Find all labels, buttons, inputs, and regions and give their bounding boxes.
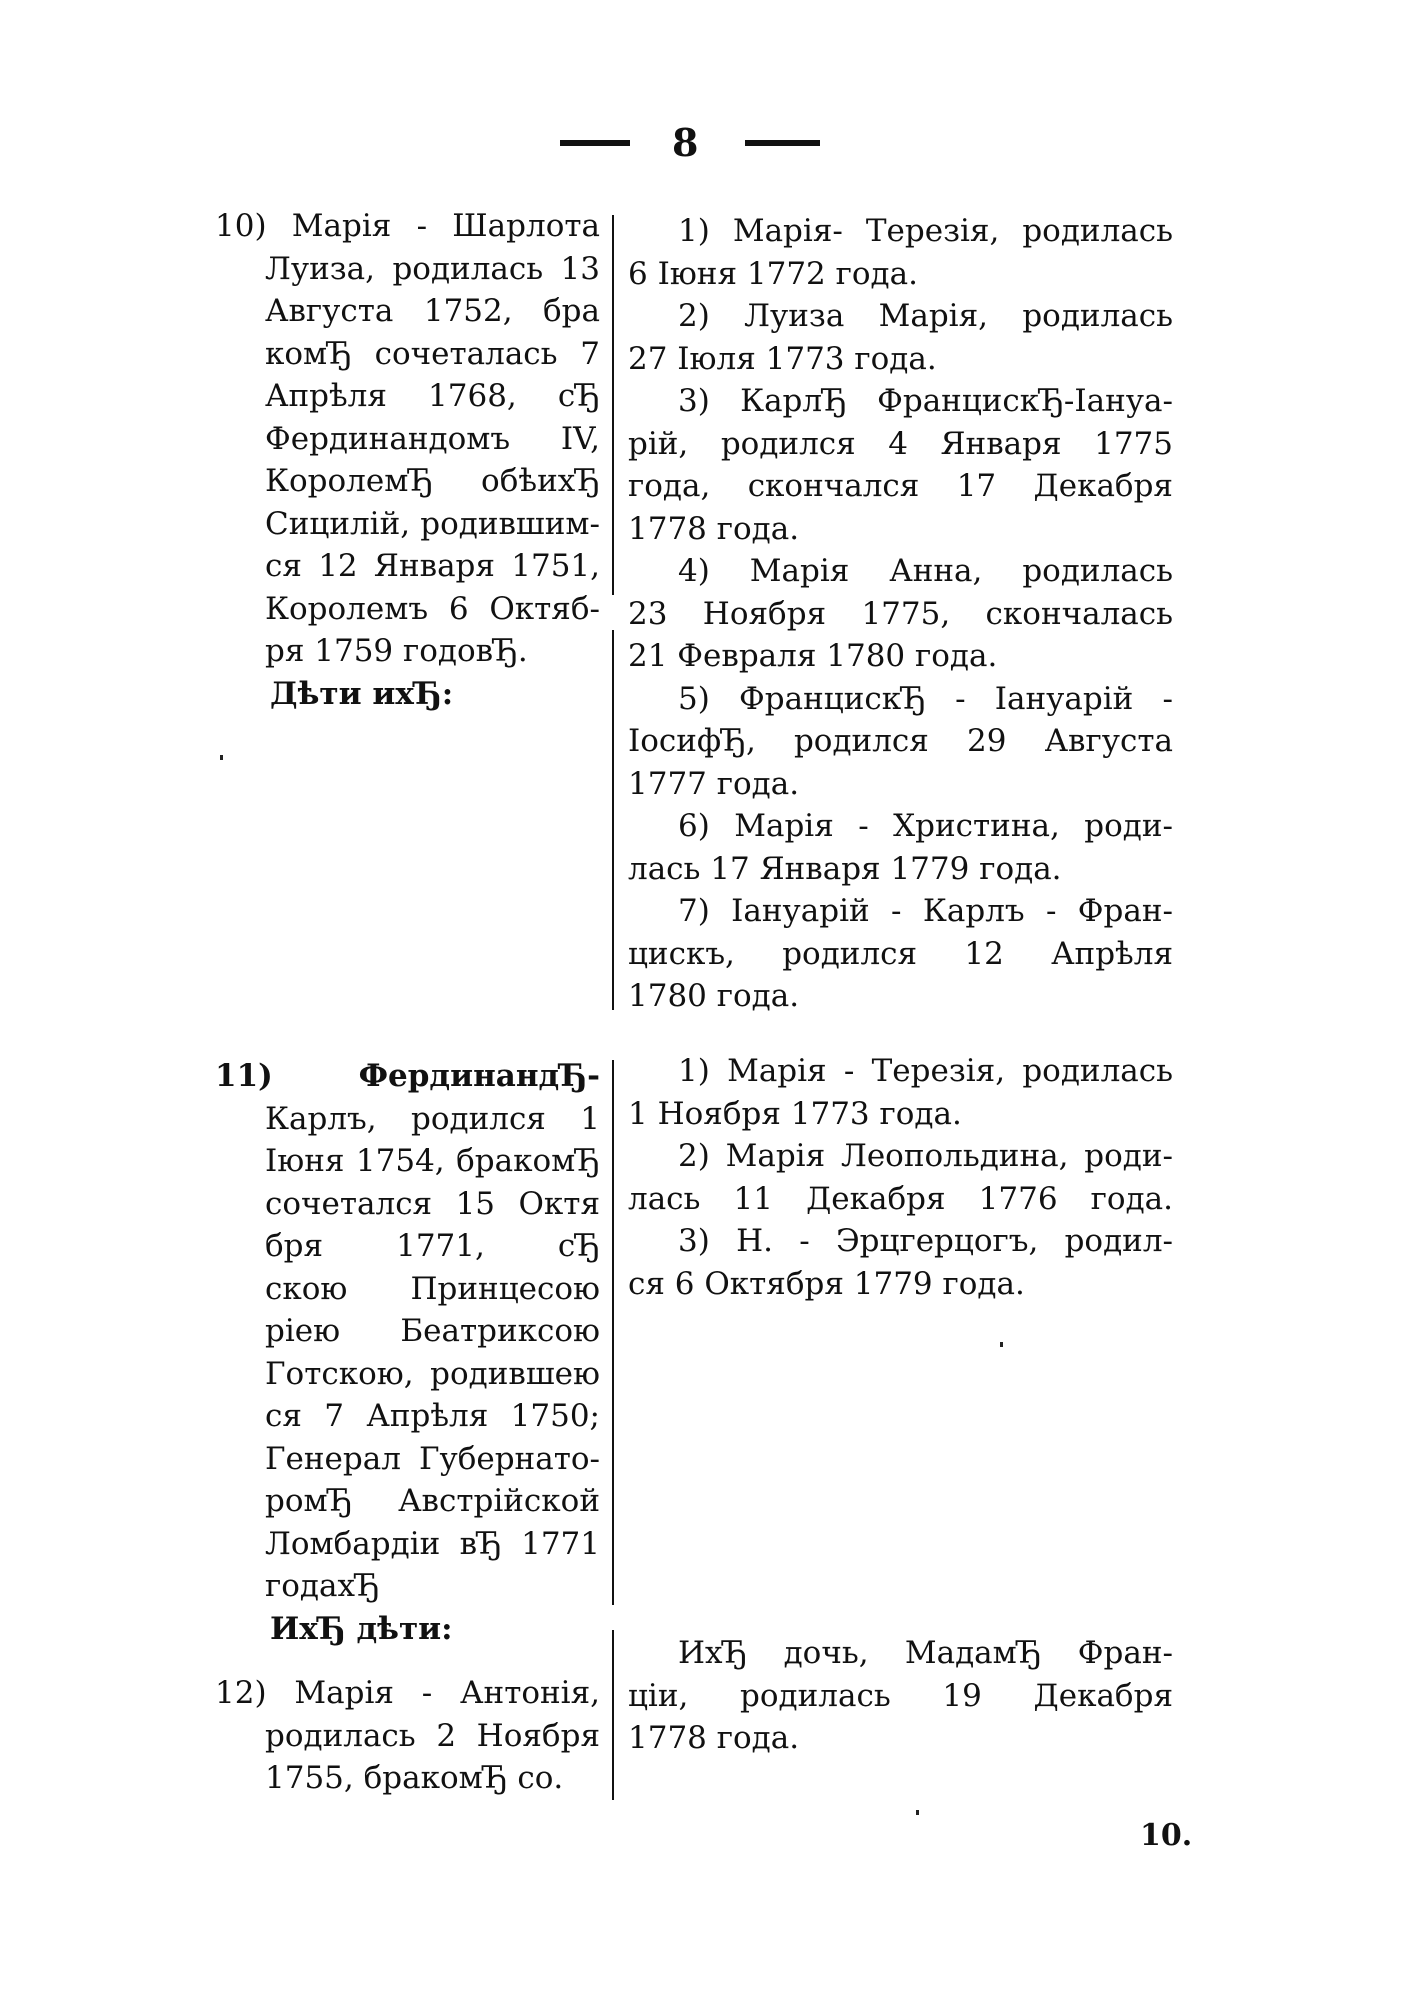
child-line: 2) Марія Леопольдина, роди- <box>678 1138 1173 1174</box>
child-line: 5) ФранцискЂ - Іануарій - <box>678 680 1173 717</box>
entry-line: годахЂ <box>265 1568 380 1604</box>
child-line: рій, родился 4 Января 1775 <box>628 425 1173 462</box>
children-of-10 <box>628 210 1173 1018</box>
children-heading: ИхЂ дѣти: <box>270 1610 453 1647</box>
child-line: 21 Февраля 1780 года. <box>628 638 998 674</box>
child-line: цискъ, родился 12 Апрѣля <box>628 935 1173 972</box>
ink-speck <box>220 755 223 760</box>
column-divider <box>612 1630 614 1800</box>
child-line: 1) Марія- Терезія, родилась <box>678 213 1173 249</box>
child-line: 3) КарлЂ ФранцискЂ-Іануа- <box>678 383 1173 419</box>
entry-line: ромЂ Австрійской <box>265 1483 600 1519</box>
entry-line: ріею Беатриксою <box>265 1313 600 1349</box>
entry-line: ря 1759 годовЂ. <box>265 633 528 669</box>
page-number: 8 <box>672 120 699 165</box>
entry-line: ся 7 Апрѣля 1750; <box>265 1398 600 1434</box>
entry-line: Августа 1752, бра <box>265 293 600 329</box>
child-line: 6) Марія - Христина, роди- <box>678 808 1173 844</box>
entry-line: Луиза, родилась 13 <box>265 250 600 287</box>
child-line: ИхЂ дочь, МадамЂ Фран- <box>678 1635 1173 1671</box>
children-of-11 <box>628 1050 1173 1305</box>
child-line: года, скончался 17 Декабря <box>628 468 1173 504</box>
entry-line: 1755, бракомЂ со. <box>265 1760 564 1796</box>
entry-line: 11) ФердинандЂ- <box>215 1058 600 1094</box>
entry-10 <box>215 205 600 715</box>
entry-line: комЂ сочеталась 7 <box>265 335 600 372</box>
entry-line: Готскою, родившею <box>265 1355 600 1392</box>
header-rule-right <box>745 140 820 146</box>
entry-line: Генерал Губернато- <box>265 1440 600 1477</box>
column-divider <box>612 215 614 595</box>
entry-line: Фердинандомъ IV, <box>265 420 600 457</box>
page-header <box>0 118 1404 168</box>
entry-line: сочетался 15 Октя <box>265 1185 600 1222</box>
child-line: лась 11 Декабря 1776 года. <box>628 1180 1173 1217</box>
children-heading: Дѣти ихЂ: <box>270 675 454 712</box>
entry-line: Сицилій, родившим- <box>265 505 600 542</box>
child-line: ІосифЂ, родился 29 Августа <box>628 723 1173 759</box>
entry-line: КоролемЂ обѣихЂ <box>265 463 600 499</box>
entry-line: бря 1771, сЂ <box>265 1228 600 1264</box>
column-divider <box>612 630 614 1010</box>
entry-line: 12) Марія - Антонія, <box>215 1675 600 1711</box>
child-line: ся 6 Октября 1779 года. <box>628 1265 1025 1302</box>
child-line: 1780 года. <box>628 978 800 1014</box>
entry-line: Ломбардіи вЂ 1771 <box>265 1525 600 1562</box>
children-of-12 <box>628 1632 1173 1760</box>
child-line: 7) Іануарій - Карлъ - Фран- <box>678 893 1173 929</box>
entry-line: 10) Марія - Шарлота <box>215 208 600 244</box>
child-line: 1778 года. <box>628 1720 800 1756</box>
entry-11 <box>215 1055 600 1650</box>
entry-line: Іюня 1754, бракомЂ <box>265 1143 600 1179</box>
child-line: 3) Н. - Эрцгерцогъ, родил- <box>678 1223 1173 1259</box>
child-line: 1 Ноября 1773 года. <box>628 1095 962 1132</box>
entry-line: ся 12 Января 1751, <box>265 548 600 584</box>
entry-line: скою Принцесою <box>265 1270 600 1307</box>
child-line: лась 17 Января 1779 года. <box>628 850 1062 887</box>
child-line: 1778 года. <box>628 510 800 547</box>
header-rule-left <box>560 140 630 146</box>
entry-line: Апрѣля 1768, сЂ <box>265 378 600 414</box>
entry-12 <box>215 1672 600 1800</box>
ink-speck <box>1000 1342 1003 1347</box>
child-line: 1) Марія - Терезія, родилась <box>678 1053 1173 1089</box>
entry-line: родилась 2 Ноября <box>265 1717 600 1754</box>
child-line: 6 Іюня 1772 года. <box>628 255 918 292</box>
child-line: 2) Луиза Марія, родилась <box>678 298 1173 334</box>
child-line: 1777 года. <box>628 765 800 802</box>
child-line: 23 Ноября 1775, скончалась <box>628 595 1173 632</box>
child-line: ціи, родилась 19 Декабря <box>628 1677 1173 1714</box>
entry-line: Карлъ, родился 1 <box>265 1100 600 1137</box>
entry-line: Королемъ 6 Октяб- <box>265 590 600 627</box>
ink-speck <box>916 1810 919 1815</box>
catchword: 10. <box>1140 1818 1193 1853</box>
child-line: 27 Іюля 1773 года. <box>628 340 937 377</box>
column-divider <box>612 1060 614 1605</box>
child-line: 4) Марія Анна, родилась <box>678 553 1173 589</box>
